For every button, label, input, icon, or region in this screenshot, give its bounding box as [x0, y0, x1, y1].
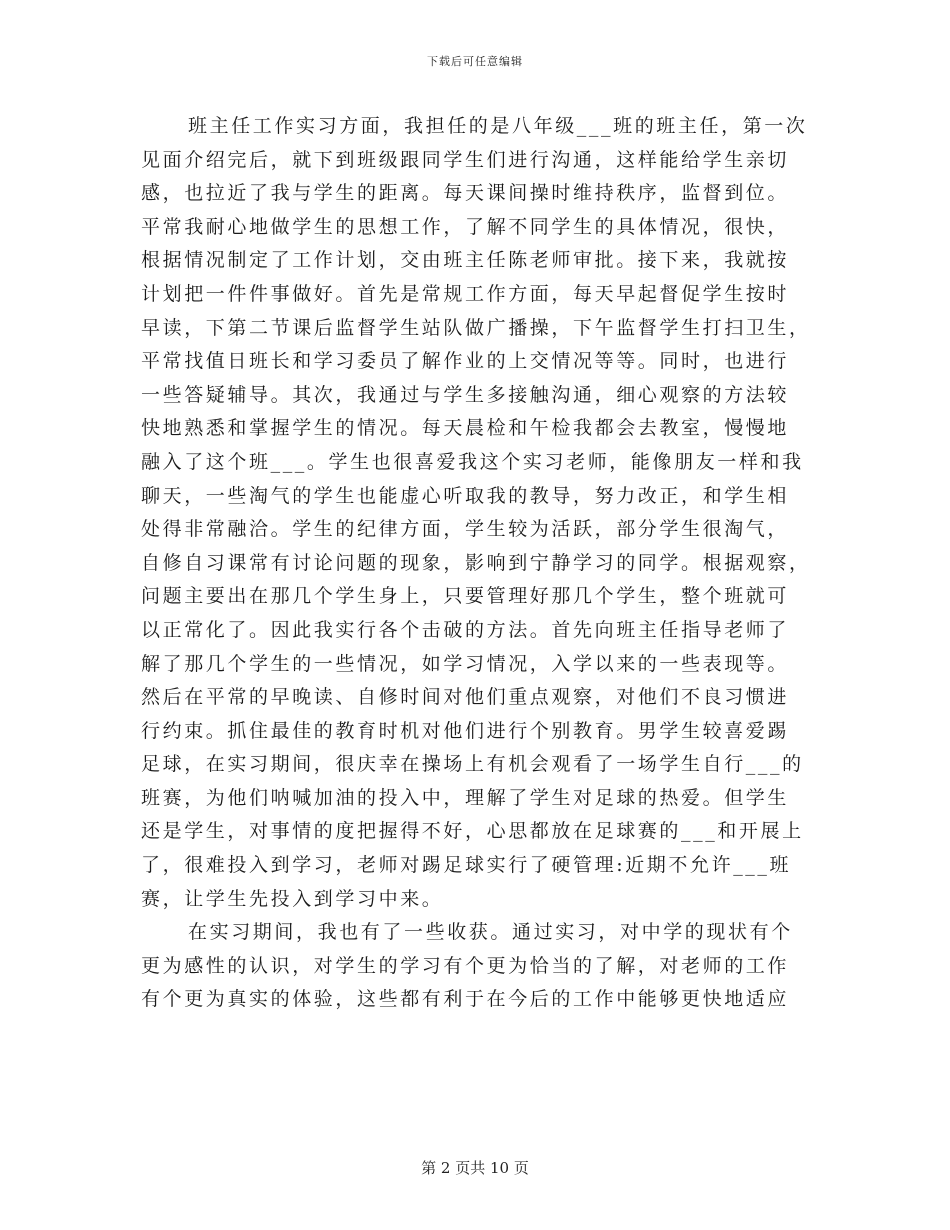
text-line: 平常我耐心地做学生的思想工作，了解不同学生的具体情况，很快， — [141, 215, 790, 238]
text-line: 感，也拉近了我与学生的距离。每天课间操时维持秩序，监督到位。 — [141, 182, 790, 205]
text-line: 解了那几个学生的一些情况，如学习情况，入学以来的一些表现等。 — [141, 652, 790, 675]
text-line: 在实习期间，我也有了一些收获。通过实习，对中学的现状有个 — [188, 921, 793, 944]
paragraph — [141, 916, 809, 1017]
text-line: 以正常化了。因此我实行各个击破的方法。首先向班主任指导老师了 — [141, 618, 790, 641]
text-line: 班赛，为他们呐喊加油的投入中，理解了学生对足球的热爱。但学生 — [141, 786, 790, 809]
text-line: 快地熟悉和掌握学生的情况。每天晨检和午检我都会去教室，慢慢地 — [141, 417, 790, 440]
text-line: 聊天，一些淘气的学生也能虚心听取我的教导，努力改正，和学生相 — [141, 484, 790, 507]
text-line: 早读，下第二节课后监督学生站队做广播操，下午监督学生打扫卫生， — [141, 316, 811, 339]
text-line: 自修自习课常有讨论问题的现象，影响到宁静学习的同学。根据观察， — [141, 551, 811, 574]
page-footer: 第 2 页共 10 页 — [421, 1159, 529, 1177]
text-line: 平常找值日班长和学习委员了解作业的上交情况等等。同时，也进行 — [141, 350, 790, 373]
text-line: 然后在平常的早晚读、自修时间对他们重点观察，对他们不良习惯进 — [141, 686, 790, 709]
text-line: 班主任工作实习方面，我担任的是八年级___班的班主任，第一次 — [188, 115, 808, 137]
text-line: 有个更为真实的体验，这些都有利于在今后的工作中能够更快地适应 — [141, 988, 790, 1011]
text-line: 赛，让学生先投入到学习中来。 — [141, 887, 444, 910]
text-line: 更为感性的认识，对学生的学习有个更为恰当的了解，对老师的工作 — [141, 954, 790, 977]
text-line: 还是学生，对事情的度把握得不好，心思都放在足球赛的___和开展上 — [141, 820, 804, 843]
page-header: 下载后可任意编辑 — [427, 55, 523, 68]
text-line: 计划把一件件事做好。首先是常规工作方面，每天早起督促学生按时 — [141, 282, 790, 305]
text-line: 足球，在实习期间，很庆幸在操场上有机会观看了一场学生自行___的 — [141, 753, 804, 776]
text-line: 见面介绍完后，就下到班级跟同学生们进行沟通，这样能给学生亲切 — [141, 148, 790, 171]
paragraph — [141, 110, 809, 916]
text-line: 根据情况制定了工作计划，交由班主任陈老师审批。接下来，我就按 — [141, 249, 790, 272]
text-line: 一些答疑辅导。其次，我通过与学生多接触沟通，细心观察的方法较 — [141, 383, 790, 406]
text-line: 行约束。抓住最佳的教育时机对他们进行个别教育。男学生较喜爱踢 — [141, 719, 790, 742]
text-line: 了，很难投入到学习，老师对踢足球实行了硬管理:近期不允许___班 — [141, 854, 792, 877]
body-text — [141, 110, 809, 1017]
text-line: 处得非常融洽。学生的纪律方面，学生较为活跃，部分学生很淘气， — [141, 518, 790, 541]
text-line: 问题主要出在那几个学生身上，只要管理好那几个学生，整个班就可 — [141, 585, 790, 608]
text-line: 融入了这个班___。学生也很喜爱我这个实习老师，能像朋友一样和我 — [141, 450, 804, 473]
